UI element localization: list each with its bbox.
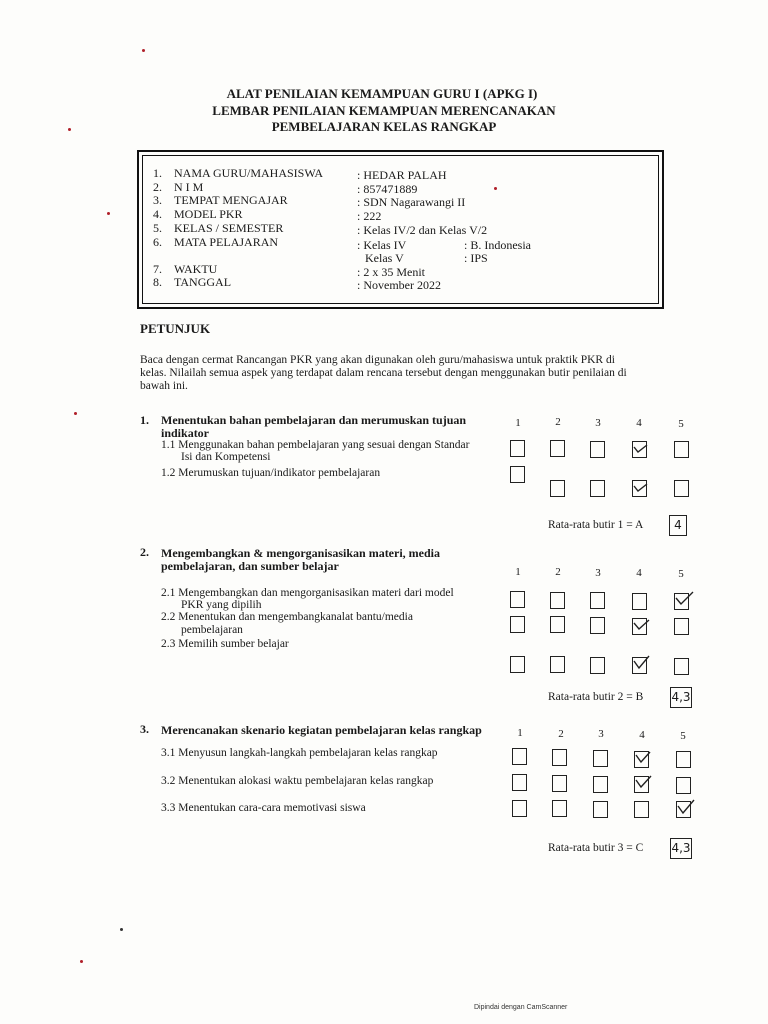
item-2-2-checkbox-4[interactable] [632,618,647,635]
section-2-title-line-1: Mengembangkan & mengorganisasikan materi, media [161,546,440,560]
identity-value-subject-class-4: : Kelas IV [357,238,407,252]
item-3-1-checkbox-4[interactable] [634,751,649,768]
item-3-2-checkbox-5[interactable] [676,777,691,794]
identity-no-8: 8. [153,275,162,289]
checkmark-icon [673,591,697,611]
identity-label-nim: N I M [174,180,204,194]
identity-value-subject-class-5: Kelas V [365,251,404,265]
identity-label-model: MODEL PKR [174,207,243,221]
identity-label-time: WAKTU [174,262,218,276]
scan-speck [68,128,71,131]
item-2-1-checkbox-4[interactable] [632,593,647,610]
section-1-title-line-1: Menentukan bahan pembelajaran dan merumuskan tujuan [161,413,467,427]
section-3-scale-2: 2 [558,728,564,740]
item-1-1-checkbox-5[interactable] [674,441,689,458]
item-1-1-checkbox-3[interactable] [590,441,605,458]
identity-no-3: 3. [153,193,162,207]
section-1-title-line-2: indikator [161,426,210,440]
identity-label-subject: MATA PELAJARAN [174,235,279,249]
item-3-3-checkbox-1[interactable] [512,800,527,817]
identity-value-date: : November 2022 [357,278,441,292]
item-1-1-checkbox-1[interactable] [510,440,525,457]
item-2-2-text-line-1: 2.2 Menentukan dan mengembangkanalat bantu/media [161,611,413,623]
scan-speck [74,412,77,415]
header-title-line-1: ALAT PENILAIAN KEMAMPUAN GURU I (APKG I) [226,86,538,101]
item-3-2-checkbox-2[interactable] [552,775,567,792]
identity-label-class: KELAS / SEMESTER [174,221,284,235]
checkmark-icon [631,616,655,636]
section-2-title-line-2: pembelajaran, dan sumber belajar [161,559,339,573]
item-2-1-checkbox-5[interactable] [674,593,689,610]
item-3-3-checkbox-5[interactable] [676,801,691,818]
scan-speck [142,49,145,52]
item-1-2-checkbox-4[interactable] [632,480,647,497]
identity-value-name: : HEDAR PALAH [357,168,447,182]
section-3-scale-5: 5 [680,730,686,742]
instructions-line-3: bawah ini. [140,380,188,392]
checkmark-icon [633,774,657,794]
section-1-scale-4: 4 [636,417,642,429]
section-1-scale-3: 3 [595,417,601,429]
item-1-1-checkbox-2[interactable] [550,440,565,457]
scan-speck [120,928,123,931]
item-2-3-checkbox-2[interactable] [550,656,565,673]
item-1-1-checkbox-4[interactable] [632,441,647,458]
checkmark-icon [675,799,699,821]
item-3-2-checkbox-1[interactable] [512,774,527,791]
item-3-3-checkbox-2[interactable] [552,800,567,817]
checkmark-icon [633,749,657,769]
item-2-1-checkbox-3[interactable] [590,592,605,609]
item-2-2-text-line-2: pembelajaran [181,624,243,636]
section-2-scale-1: 1 [515,566,521,578]
checkmark-icon [631,478,651,498]
section-3-number: 3. [140,722,149,736]
section-2-average-score: 4,3 [670,687,692,708]
identity-label-name: NAMA GURU/MAHASISWA [174,166,324,180]
identity-no-2: 2. [153,180,162,194]
section-3-title: Merencanakan skenario kegiatan pembelajaran kelas rangkap [161,723,482,737]
identity-value-school: : SDN Nagarawangi II [357,195,466,209]
identity-no-5: 5. [153,221,162,235]
identity-value-class: : Kelas IV/2 dan Kelas V/2 [357,223,488,237]
identity-value-model: : 222 [357,209,382,223]
item-2-1-text-line-1: 2.1 Mengembangkan dan mengorganisasikan materi dari model [161,587,454,599]
section-1-scale-1: 1 [515,417,521,429]
scan-speck [494,187,497,190]
checkmark-icon [631,439,651,459]
item-1-2-checkbox-3[interactable] [590,480,605,497]
header-title-line-2: LEMBAR PENILAIAN KEMAMPUAN MERENCANAKAN [212,103,556,118]
item-2-1-checkbox-2[interactable] [550,592,565,609]
item-3-3-checkbox-4[interactable] [634,801,649,818]
item-1-1-text-line-2: Isi dan Kompetensi [181,451,271,463]
identity-no-1: 1. [153,166,162,180]
section-1-average-score: 4 [669,515,687,536]
item-2-2-checkbox-5[interactable] [674,618,689,635]
item-2-3-checkbox-5[interactable] [674,658,689,675]
identity-no-7: 7. [153,262,162,276]
item-3-1-text: 3.1 Menyusun langkah-langkah pembelajaran kelas rangkap [161,747,438,759]
identity-label-school: TEMPAT MENGAJAR [174,193,288,207]
item-3-1-checkbox-1[interactable] [512,748,527,765]
instructions-heading: PETUNJUK [140,321,211,336]
checkmark-icon [631,655,655,675]
item-3-1-checkbox-5[interactable] [676,751,691,768]
scan-speck [107,212,110,215]
scan-speck [80,960,83,963]
section-2-scale-5: 5 [678,568,684,580]
item-3-3-text: 3.3 Menentukan cara-cara memotivasi siswa [161,802,366,814]
item-1-2-checkbox-2[interactable] [550,480,565,497]
identity-label-date: TANGGAL [174,275,232,289]
section-3-average-score: 4,3 [670,838,692,859]
section-3-scale-1: 1 [517,727,523,739]
item-2-3-checkbox-1[interactable] [510,656,525,673]
item-2-3-checkbox-3[interactable] [590,657,605,674]
item-3-1-checkbox-3[interactable] [593,750,608,767]
instructions-line-2: kelas. Nilailah semua aspek yang terdapat dalam rencana tersebut dengan menggunakan butir penilaian di [140,367,627,379]
identity-value-nim: : 857471889 [357,182,418,196]
identity-value-subject-5: : IPS [464,251,488,265]
item-1-2-checkbox-5[interactable] [674,480,689,497]
identity-no-6: 6. [153,235,162,249]
section-2-scale-2: 2 [555,566,561,578]
item-2-2-checkbox-1[interactable] [510,616,525,633]
item-2-2-checkbox-2[interactable] [550,616,565,633]
item-2-1-checkbox-1[interactable] [510,591,525,608]
identity-value-time: : 2 x 35 Menit [357,265,425,279]
item-1-1-text-line-1: 1.1 Menggunakan bahan pembelajaran yang sesuai dengan Standar [161,439,470,451]
item-3-1-checkbox-2[interactable] [552,749,567,766]
item-2-2-checkbox-3[interactable] [590,617,605,634]
item-2-3-text: 2.3 Memilih sumber belajar [161,638,289,650]
item-1-2-checkbox-1[interactable] [510,466,525,483]
identity-value-subject-4: : B. Indonesia [464,238,531,252]
scanner-watermark: Dipindai dengan CamScanner [474,1004,568,1011]
section-3-average-label: Rata-rata butir 3 = C [548,842,644,854]
section-1-scale-2: 2 [555,416,561,428]
item-3-2-checkbox-3[interactable] [593,776,608,793]
header-title-line-3: PEMBELAJARAN KELAS RANGKAP [271,119,497,134]
section-3-scale-4: 4 [639,729,645,741]
section-2-average-label: Rata-rata butir 2 = B [548,691,644,703]
section-2-scale-3: 3 [595,567,601,579]
identity-no-4: 4. [153,207,162,221]
instructions-line-1: Baca dengan cermat Rancangan PKR yang akan digunakan oleh guru/mahasiswa untuk praktik PKR di [140,354,615,366]
section-1-average-label: Rata-rata butir 1 = A [548,519,644,531]
item-2-3-checkbox-4[interactable] [632,657,647,674]
item-3-3-checkbox-3[interactable] [593,801,608,818]
item-3-2-checkbox-4[interactable] [634,776,649,793]
section-1-number: 1. [140,413,149,427]
section-2-number: 2. [140,545,149,559]
section-1-scale-5: 5 [678,418,684,430]
section-2-scale-4: 4 [636,567,642,579]
section-3-scale-3: 3 [598,728,604,740]
item-1-2-text: 1.2 Merumuskan tujuan/indikator pembelajaran [161,467,381,479]
item-2-1-text-line-2: PKR yang dipilih [181,599,262,611]
item-3-2-text: 3.2 Menentukan alokasi waktu pembelajaran kelas rangkap [161,775,434,787]
